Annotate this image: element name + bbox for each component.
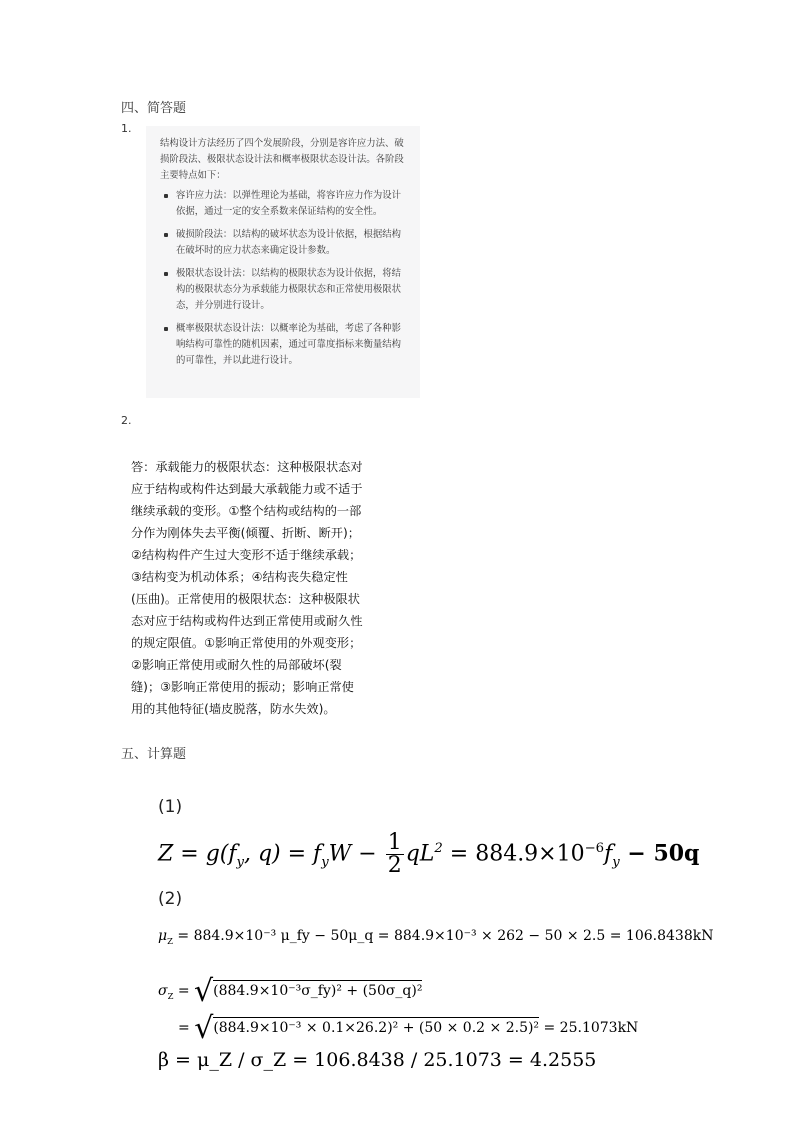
answer2-line: 分作为刚体失去平衡(倾覆、折断、断开)； [131,526,360,540]
answer2-line: 应于结构或构件达到最大承载能力或不适于 [131,482,363,496]
answer2-text [131,456,396,720]
answer2-line: 态对应于结构或构件达到正常使用或耐久性 [131,614,363,628]
mean-equation: $\mu_Z = 884.9\times 10^{-3}$ μ_fy − 50μ_q = 884.9×10⁻³ × 262 − 50 × 2.5 = 106.8438kN [158,928,714,946]
question-number-1: 1. [121,122,132,135]
part-label-1: (1) [158,797,183,817]
std-equation-line1: $\sigma_Z$ = √(884.9×10⁻³σ_fy)² + (50σ_q)² [158,974,423,1009]
answer1-intro: 结构设计方法经历了四个发展阶段，分别是容许应力法、破损阶段法、极限状态设计法和概率极限状态设计法。各阶段主要特点如下： [160,138,404,181]
answer2-line: 答：承载能力的极限状态：这种极限状态对 [131,460,363,474]
answer2-line: ②影响正常使用或耐久性的局部破坏(裂 [131,658,342,672]
answer2-line: ③结构变为机动体系；④结构丧失稳定性 [131,570,348,584]
section-title-short-answer: 四、简答题 [121,101,187,116]
answer1-bullet: 极限状态设计法：以结构的极限状态为设计依据，将结构的极限状态分为承载能力极限状态和正常使用极限状态，并分别进行设计。 [160,266,410,314]
answer2-line: 用的其他特征(墙皮脱落，防水失效)。 [131,702,336,716]
answer1-bullet-list [160,188,410,369]
reliability-index-equation: β = μ_Z / σ_Z = 106.8438 / 25.1073 = 4.2555 [158,1049,597,1071]
answer1-bullet: 容许应力法：以弹性理论为基础，将容许应力作为设计依据，通过一定的安全系数来保证结构的安全性。 [160,188,410,220]
limit-state-function: $Z = g(f_y$, $q) = f_yW$ − $\frac{1}{2}$ $qL^2 = 884.9\times 10^{-6}f_y - 50q$ [158,830,700,878]
answer1-screenshot [146,126,420,398]
question-number-2: 2. [121,414,132,427]
answer2-line: (压曲)。正常使用的极限状态：这种极限状 [131,592,360,606]
std-equation-line2: = √(884.9×10⁻³ × 0.1×26.2)² + (50 × 0.2 × 2.5)² = 25.1073kN [178,1011,639,1046]
answer2-line: 缝)；③影响正常使用的振动；影响正常使 [131,680,354,694]
answer1-bullet: 破损阶段法：以结构的破坏状态为设计依据，根据结构在破坏时的应力状态来确定设计参数。 [160,227,410,259]
part-label-2: (2) [158,889,183,909]
answer2-line: 继续承载的变形。①整个结构或结构的一部 [131,504,362,518]
answer2-line: 的规定限值。①影响正常使用的外观变形； [131,636,362,650]
half-fraction: $\frac{1}{2}$ [387,830,402,878]
answer1-bullet: 概率极限状态设计法：以概率论为基础，考虑了各种影响结构可靠性的随机因素，通过可靠度指标来衡量结构的可靠性，并以此进行设计。 [160,321,410,369]
section-title-calculation: 五、计算题 [121,747,187,762]
answer2-line: ②结构构件产生过大变形不适于继续承载； [131,548,362,562]
